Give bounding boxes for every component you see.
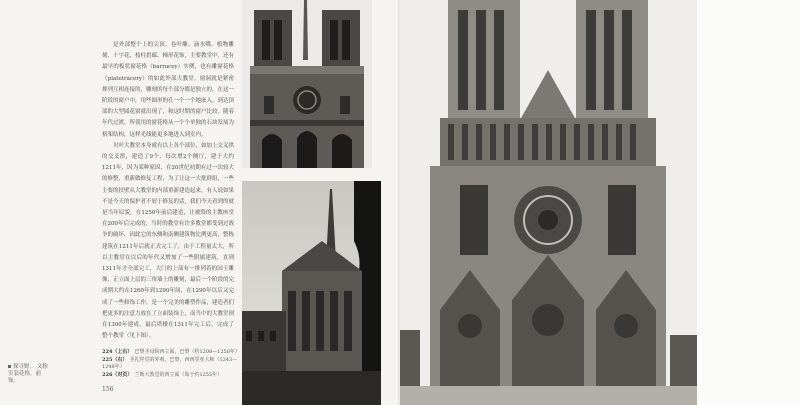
margin-note <box>8 364 48 385</box>
page-number: 156 <box>102 386 114 393</box>
notre-dame-photo <box>242 0 372 168</box>
paragraph-1: 是外部整个上的尖顶、卷叶雕、滴水嘴、植物雕刻、十字花、枝柱拱廊、梯形花饰，主要教堂中，还有最早的板状窗花格（barracey）实例，也有雕窗花格（platetracery）的如此外部大教堂，窗洞就是紧密排列互相连接的，雕刻的每个部分都是独立的，在这一阶段的窗户中，用些圆形的孔一个一个地嵌入，到达顶部的大型圆花窗就出现了，和这时期的窗户比较，随着年代过渡，所使用的窗花格从一个个单独的石块发展为格架结构，这样光线能更多地进入到室内。 <box>102 42 235 138</box>
caption-225: 225（右） 圣礼拜堂的外观，巴黎，西西里亚大师（1243—1248年） <box>102 357 238 370</box>
paragraph-2: 贝叶大教堂本身就有以上各个部位，如加上交叉拱的交叉拱，建造了9个、每次增2个侧厅，建于大约1211年，因为某种原因，在20世纪初期有过一次较大的修整，重新做修复工程，为了让这一大批群组，一些主要的扶壁从大教堂的内部重新建造起来，有人说如果不是今天的保护者不屑于修复的话，我们今天看到的就是当年原貌，在1250年前后建造，让被毁的主教座堂在200年后完成的，当时的教堂有许多教堂都受到过战争的破坏，因此它的东侧和南侧建筑物比例更高，整栋建筑在1211年后就正式完工了，由于工程量太大，所以主教堂在以后的年代又增加了一些附属建筑，直到1311年才全部完工，大门的上部有一排列着的国王雕像，正立面上层的三角墙上的雕刻，最后一个阶段的完成期大约在1260年到1290年间，在1290年以后又完成了一些修饰工作，是一个完美的雕塑作品，建造者们把更多的注意力放在了立面装饰上，而当中的大教堂则在1300年建成，最后塔楼在1311年完工后，完成了整个教堂（见下图）。 <box>102 142 235 340</box>
figure-captions <box>102 349 240 381</box>
body-text <box>102 40 234 342</box>
caption-226: 226（对页） 兰斯大教堂的西立面（始于约1255年） <box>102 372 223 379</box>
sainte-chapelle-photo <box>242 181 381 405</box>
caption-224: 224（上右） 巴黎圣母院西立面，巴黎（约1200—1250年） <box>102 349 240 355</box>
right-page <box>400 0 800 405</box>
margin-note-text: 探寻野， 又称室装花格，前饰。 <box>8 364 48 384</box>
reims-cathedral-photo <box>400 0 697 405</box>
bullet-icon <box>8 365 11 368</box>
